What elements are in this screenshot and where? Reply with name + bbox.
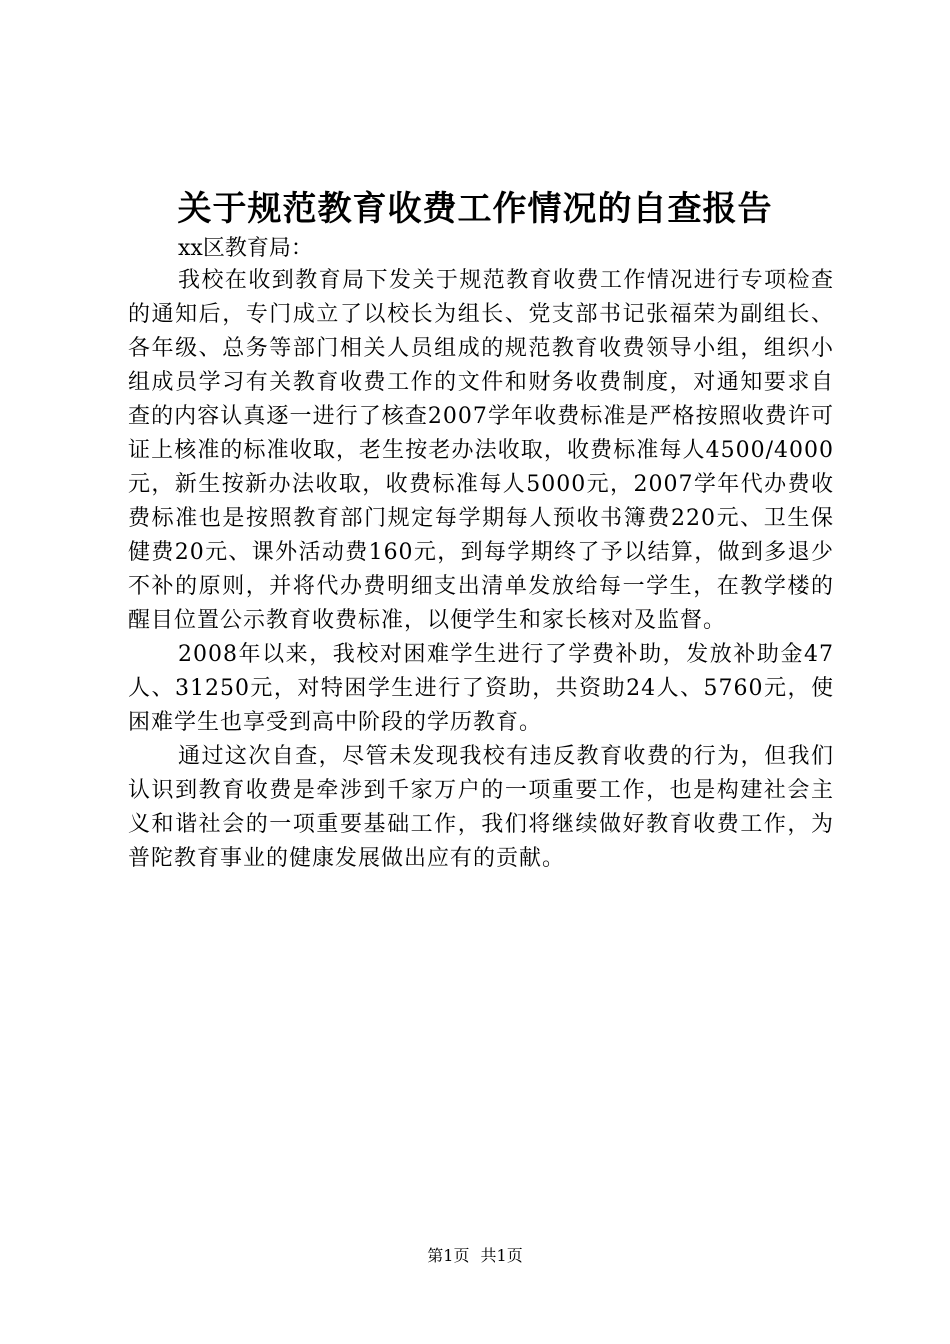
page-number: 第1页	[427, 1246, 470, 1265]
page-footer	[0, 1244, 950, 1268]
salutation: xx区教育局：	[178, 236, 313, 261]
document-title: 关于规范教育收费工作情况的自查报告	[177, 189, 773, 229]
paragraph-subsidy: 2008年以来，我校对困难学生进行了学费补助，发放补助金47人、31250元，对特困学生进行了资助，共资助24人、5760元，使困难学生也享受到高中阶段的学历教育。	[128, 642, 834, 735]
paragraph-conclusion: 通过这次自查，尽管未发现我校有违反教育收费的行为，但我们认识到教育收费是牵涉到千家万户的一项重要工作，也是构建社会主义和谐社会的一项重要基础工作，我们将继续做好教育收费工作，为普陀教育事业的健康发展做出应有的贡献。	[128, 744, 834, 871]
paragraph-inspection: 我校在收到教育局下发关于规范教育收费工作情况进行专项检查的通知后，专门成立了以校长为组长、党支部书记张福荣为副组长、各年级、总务等部门相关人员组成的规范教育收费领导小组，组织小组成员学习有关教育收费工作的文件和财务收费制度，对通知要求自查的内容认真逐一进行了核查2007学年收费标准是严格按照收费许可证上核准的标准收取，老生按老办法收取，收费标准每人4500/4000元，新生按新办法收取，收费标准每人5000元，2007学年代办费收费标准也是按照教育部门规定每学期每人预收书簿费220元、卫生保健费20元、课外活动费160元，到每学期终了予以结算，做到多退少不补的原则，并将代办费明细支出清单发放给每一学生，在教学楼的醒目位置公示教育收费标准，以便学生和家长核对及监督。	[128, 268, 834, 633]
document-body	[128, 264, 834, 876]
page-total: 共1页	[480, 1246, 523, 1265]
